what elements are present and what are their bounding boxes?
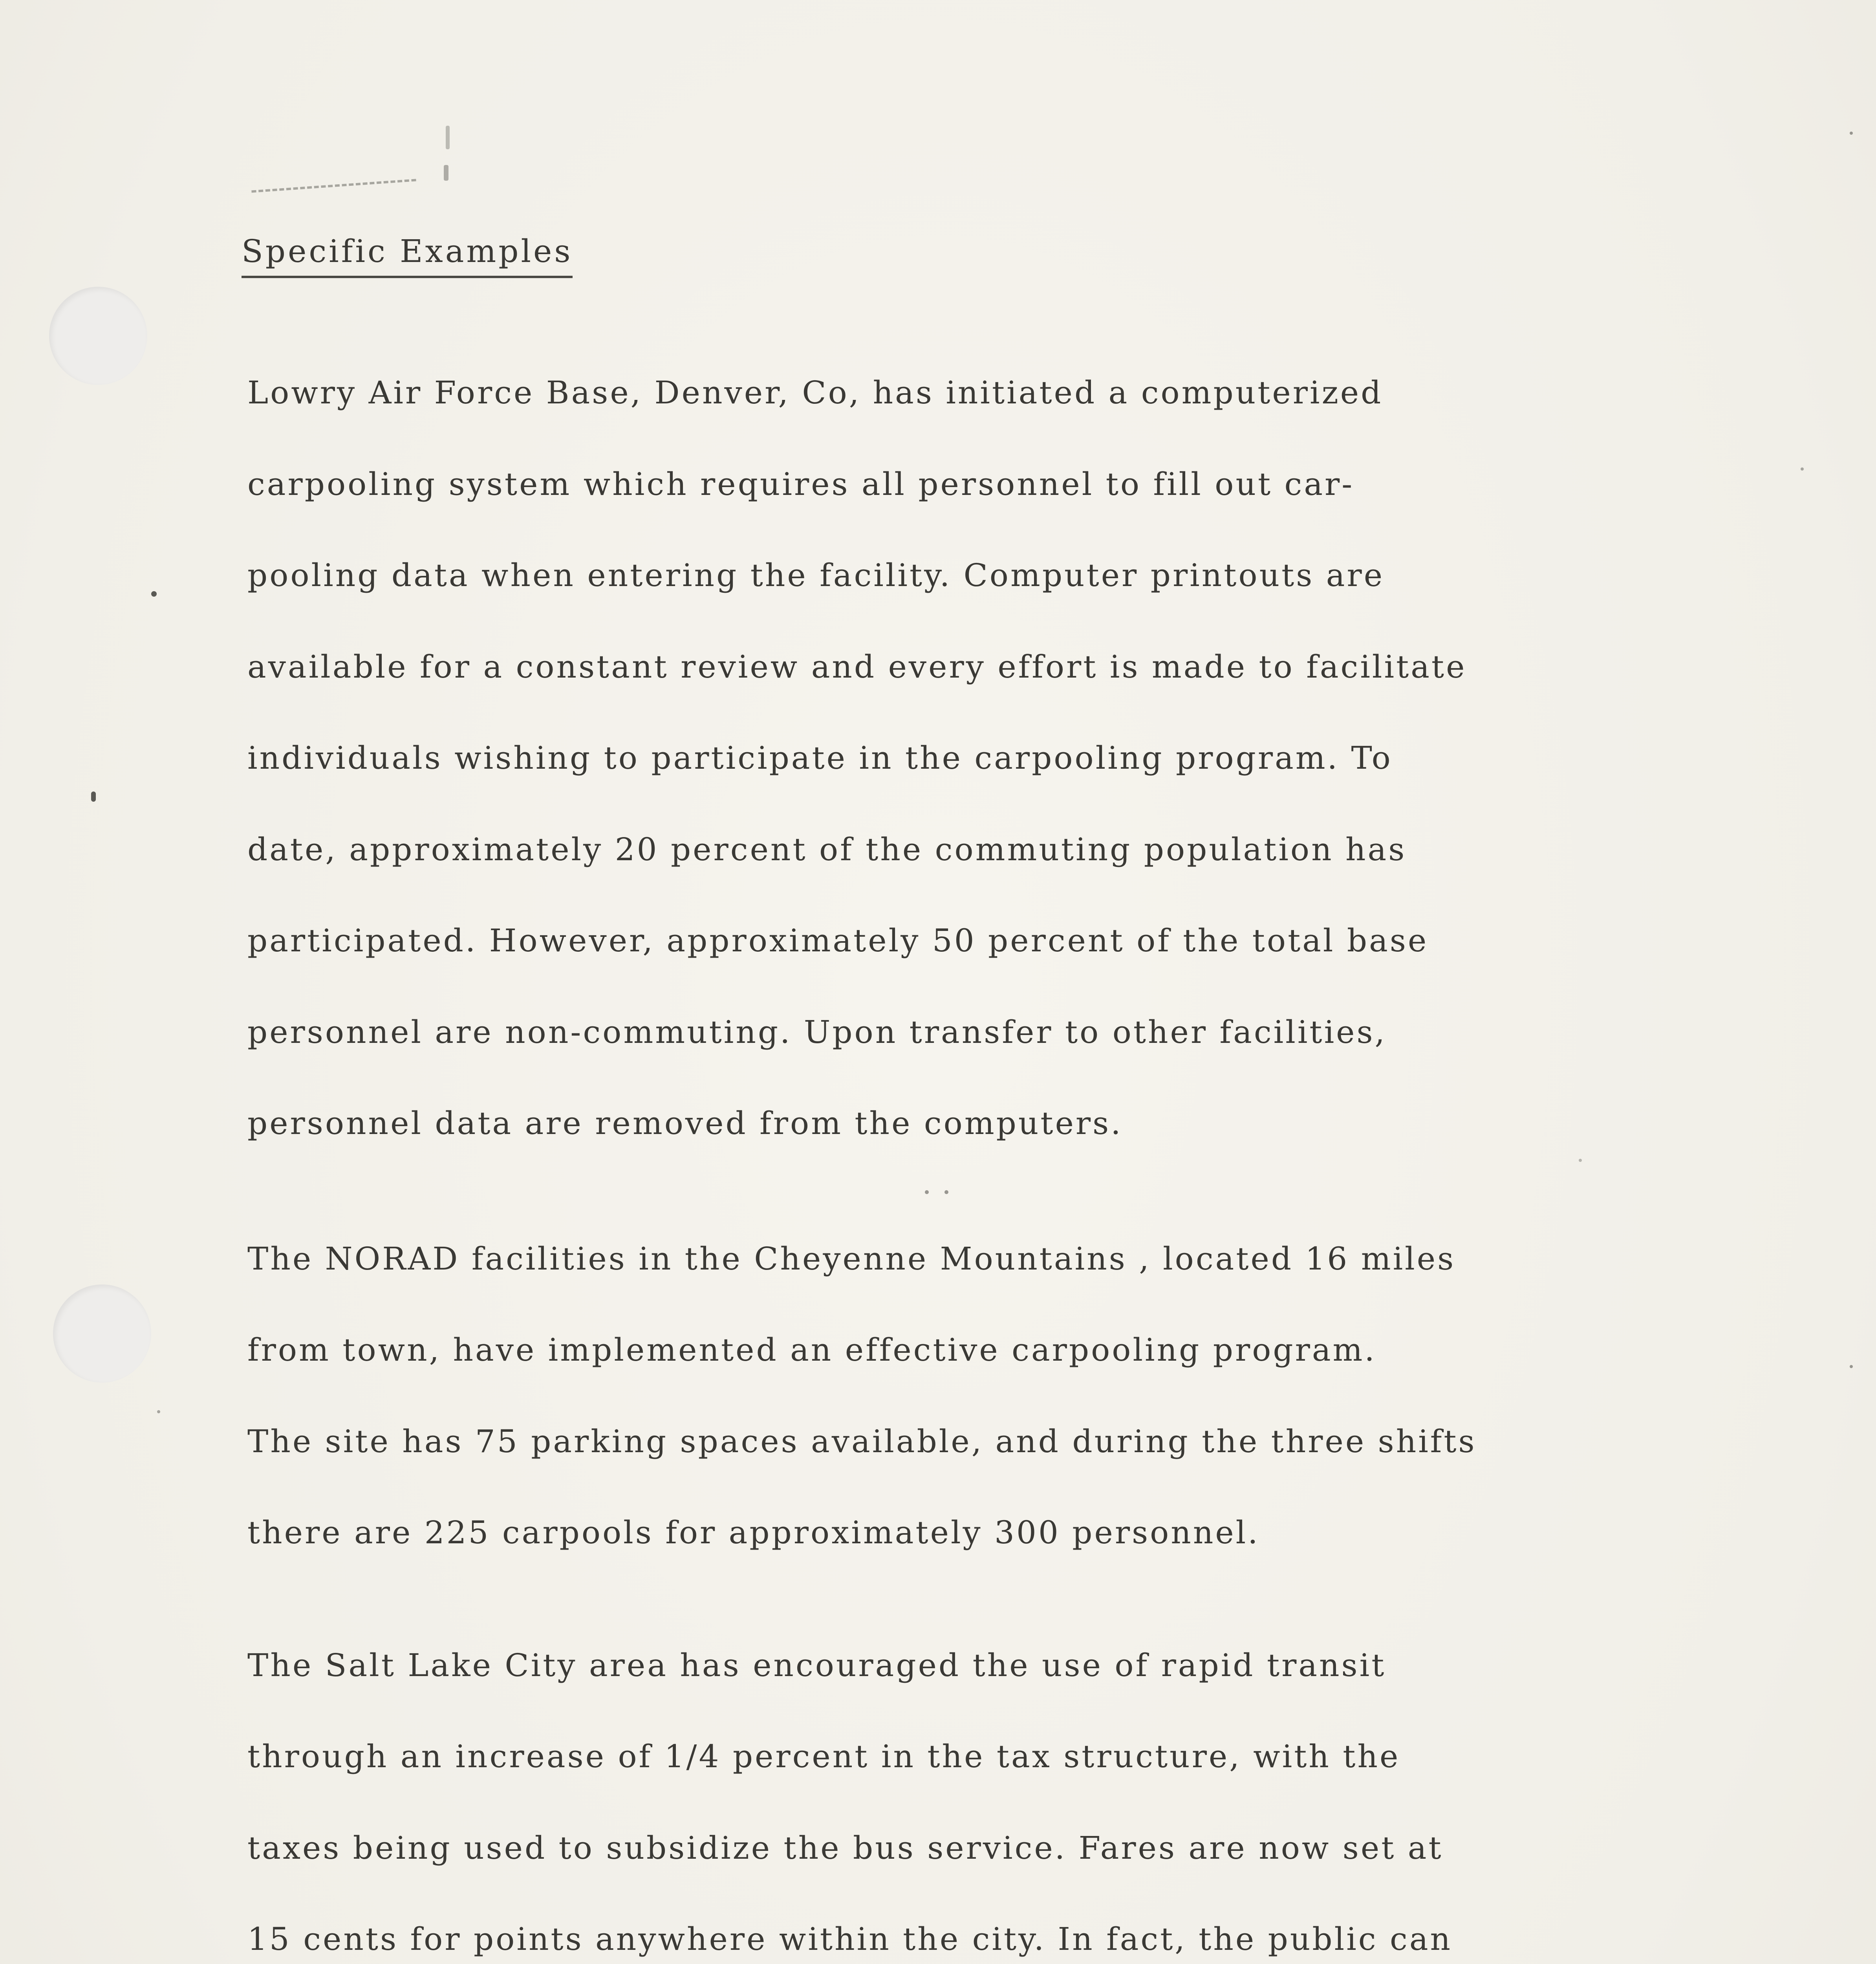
text-line: personnel data are removed from the computers. xyxy=(247,1105,1123,1141)
punch-hole-top xyxy=(49,287,147,385)
text-line: date, approximately 20 percent of the commuting population has xyxy=(247,831,1407,868)
scan-speck xyxy=(1850,132,1853,135)
scan-speck xyxy=(1801,467,1804,471)
text-line: The site has 75 parking spaces available, and during the three shifts xyxy=(247,1423,1477,1460)
text-line: pooling data when entering the facility. Computer printouts are xyxy=(247,557,1385,594)
text-line: from town, have implemented an effective carpooling program. xyxy=(247,1332,1376,1368)
text-line: there are 225 carpools for approximately 300 personnel. xyxy=(247,1514,1260,1551)
text-line: Lowry Air Force Base, Denver, Co, has initiated a computerized xyxy=(247,374,1383,411)
text-line: The NORAD facilities in the Cheyenne Mountains , located 16 miles xyxy=(247,1240,1456,1277)
text-line: individuals wishing to participate in the carpooling program. To xyxy=(247,740,1393,776)
scan-speck xyxy=(446,126,450,149)
text-line: 15 cents for points anywhere within the city. In fact, the public can xyxy=(247,1921,1453,1957)
text-line: The Salt Lake City area has encouraged the use of rapid transit xyxy=(247,1647,1386,1684)
text-line: personnel are non-commuting. Upon transfer to other facilities, xyxy=(247,1014,1387,1050)
scan-speck xyxy=(151,591,157,597)
text-line: through an increase of 1/4 percent in the tax structure, with the xyxy=(247,1738,1400,1775)
text-line: taxes being used to subsidize the bus service. Fares are now set at xyxy=(247,1830,1443,1866)
section-heading: Specific Examples xyxy=(242,236,573,278)
text-line: participated. However, approximately 50 percent of the total base xyxy=(247,922,1429,959)
scan-speck xyxy=(1579,1159,1582,1162)
scan-speck xyxy=(444,165,448,181)
scan-speck xyxy=(157,1410,160,1413)
punch-hole-middle xyxy=(53,1284,151,1383)
text-line: carpooling system which requires all personnel to fill out car- xyxy=(247,466,1354,502)
scan-smudge xyxy=(251,179,416,192)
text-line: available for a constant review and every effort is made to facilitate xyxy=(247,649,1467,685)
scan-speck xyxy=(944,1190,948,1194)
scan-speck xyxy=(1850,1365,1853,1368)
scan-speck xyxy=(925,1190,929,1194)
scan-speck xyxy=(91,791,96,802)
